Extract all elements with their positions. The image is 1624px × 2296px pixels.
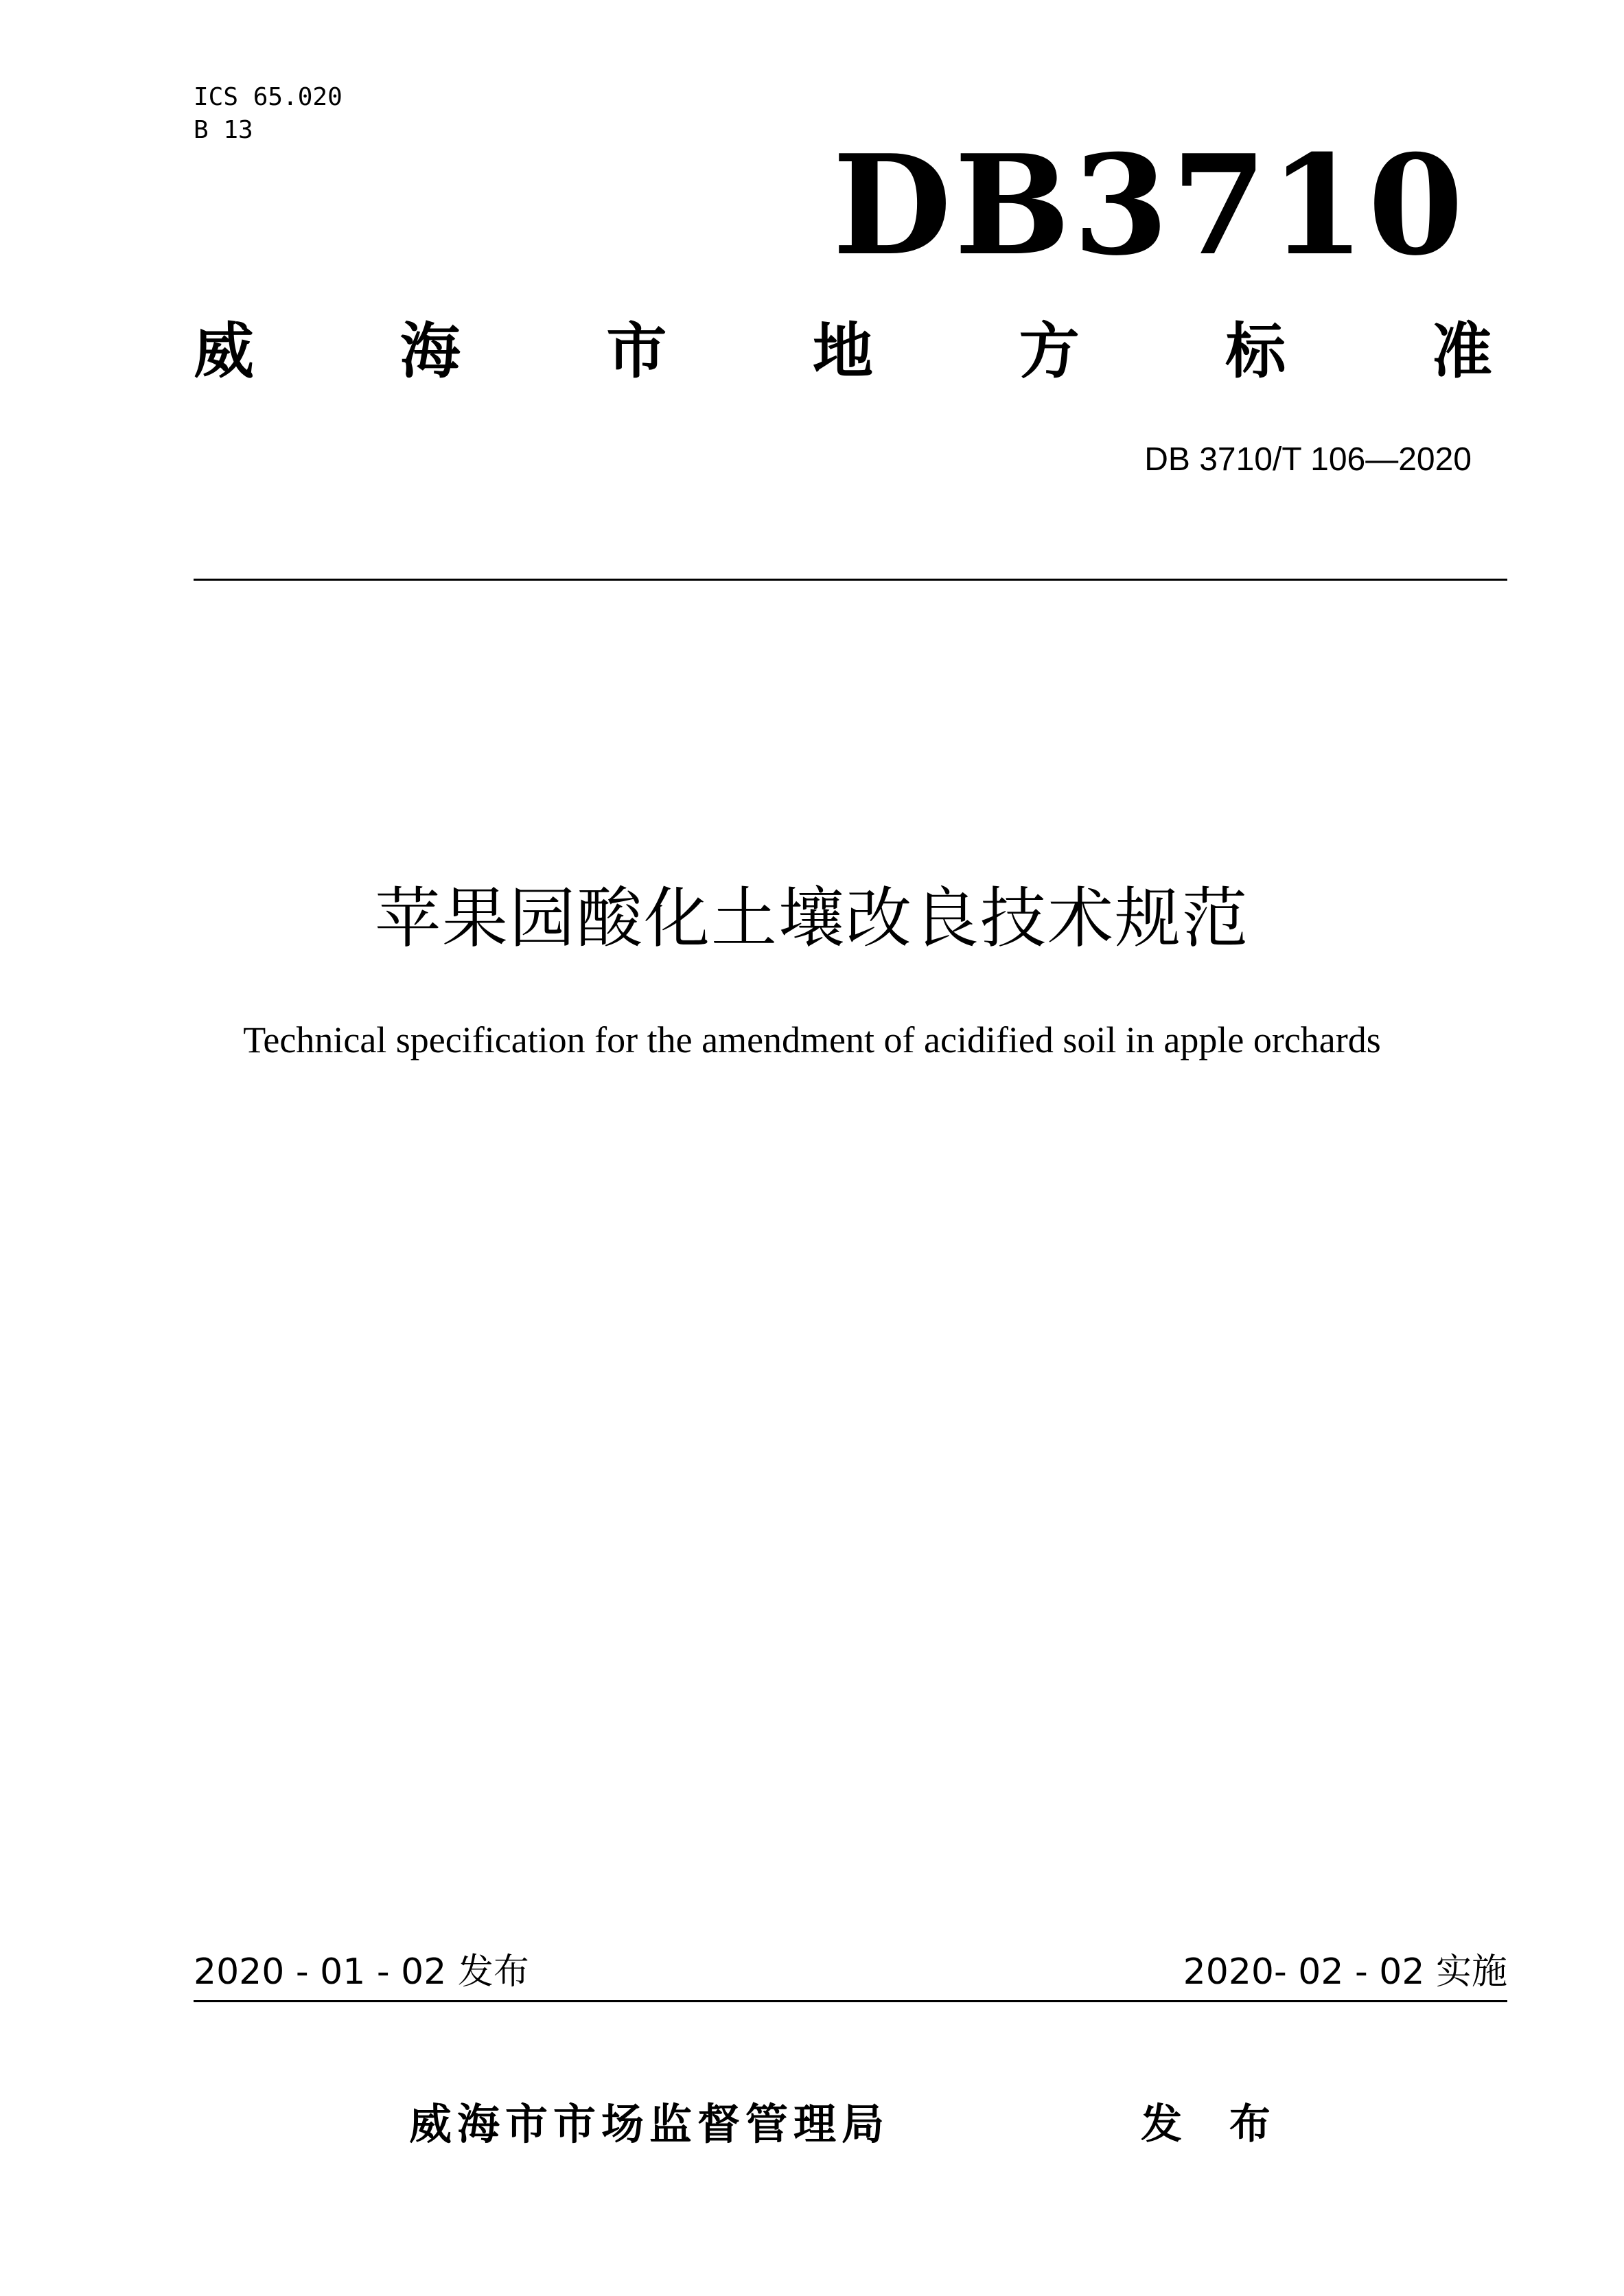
heading-char: 准 [1431, 316, 1492, 386]
issue-label: 发 布 [1141, 2100, 1287, 2148]
issuer: 威海市市场监督管理局 [409, 2099, 890, 2149]
standard-prefix: DB3710 [832, 125, 1466, 286]
top-divider [194, 579, 1507, 581]
title-chinese: 苹果园酸化土壤改良技术规范 [375, 880, 1249, 957]
heading-char: 标 [1225, 316, 1286, 386]
implement-date: 2020- 02 - 02 实施 [1183, 1951, 1507, 1993]
title-english: Technical specification for the amendment of acidified soil in apple orchards [243, 1019, 1381, 1060]
heading-char: 威 [194, 316, 255, 386]
ics-code: ICS 65.020 [194, 83, 343, 111]
local-standard-heading [194, 317, 1492, 386]
standard-number: DB 3710/T 106—2020 [1144, 441, 1472, 478]
publish-date: 2020 - 01 - 02 发布 [194, 1951, 529, 1993]
heading-char: 方 [1019, 316, 1080, 386]
heading-char: 市 [606, 316, 667, 386]
heading-char: 海 [399, 316, 461, 386]
class-code: B 13 [194, 116, 253, 144]
classification-codes [194, 81, 343, 147]
bottom-divider [194, 2000, 1507, 2002]
heading-char: 地 [812, 316, 873, 386]
